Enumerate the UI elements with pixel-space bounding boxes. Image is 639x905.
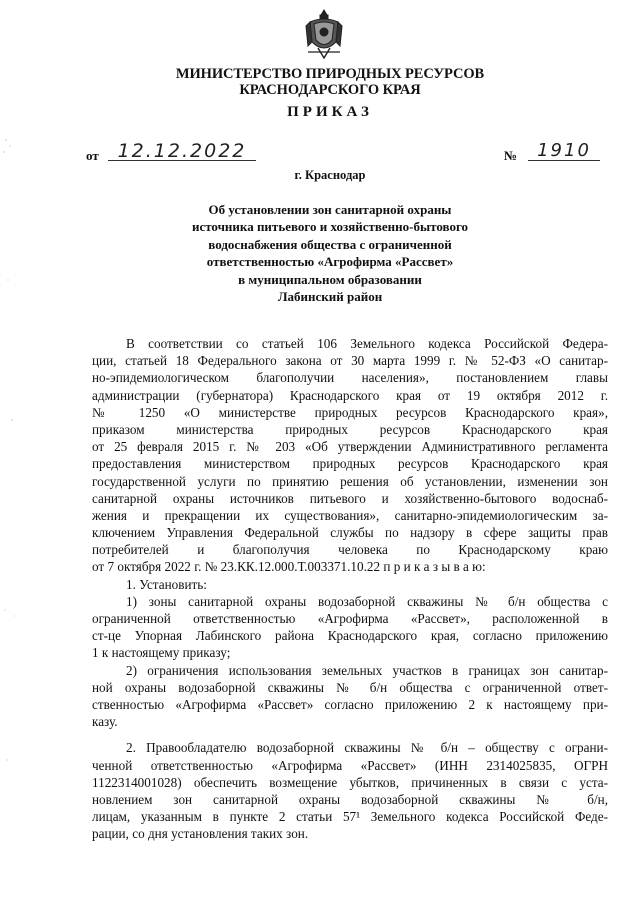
document-type-title: ПРИКАЗ xyxy=(287,104,373,120)
body-line: потребителей и благополучия человека по Краснодарскому краю xyxy=(92,542,608,558)
body-line: 1) зоны санитарной охраны водозаборной скважины № б/н общества с xyxy=(126,593,608,609)
ministry-name-line-1: МИНИСТЕРСТВО ПРИРОДНЫХ РЕСУРСОВ xyxy=(175,66,485,82)
subject-line: Об установлении зон санитарной охраны xyxy=(208,202,452,217)
subject-line: источника питьевого и хозяйственно-бытового xyxy=(191,219,469,235)
date-prefix: от xyxy=(86,148,99,163)
body-line: 2) ограничения использования земельных участков в границах зон санитар- xyxy=(126,662,608,678)
body-line: ственностью «Агрофирма «Рассвет» согласно приложению 2 к настоящему при- xyxy=(92,696,608,712)
paragraph-gap xyxy=(92,730,608,739)
body-line: ограниченной ответственностью «Агрофирма «Рассвет», расположенной в xyxy=(92,611,608,626)
body-line: 2. Правообладателю водозаборной скважины № б/н – обществу с ограни- xyxy=(126,740,608,756)
coat-of-arms-icon xyxy=(304,8,344,60)
handwritten-date: 12.12.2022 xyxy=(108,140,256,161)
subject-line: в муниципальном образовании xyxy=(238,271,422,287)
body-line: жения и прекращении их существования», санитарно-эпидемиологическим за- xyxy=(92,507,608,523)
body-line: ст-це Упорная Лабинского района Краснодарского края, согласно приложению xyxy=(92,628,608,644)
body-line: казу. xyxy=(92,714,118,730)
body-line: 1122314001028) обеспечить возмещение убытков, причиненных в связи с уста- xyxy=(92,774,608,790)
body-line: ченной ответственностью «Агрофирма «Рассвет» (ИНН 2314025835, ОГРН xyxy=(92,757,608,773)
order-subject xyxy=(120,201,540,305)
body-line: ключением Управления Федеральной службы по надзору в сфере защиты прав xyxy=(92,525,608,541)
city-name: г. Краснодар xyxy=(294,168,366,182)
body-line: новлением зон санитарной охраны водозаборной скважины № б/н, xyxy=(92,791,608,807)
number-prefix: № xyxy=(504,148,518,163)
subject-line: Лабинский район xyxy=(277,289,383,305)
body-line: 1 к настоящему приказу; xyxy=(92,645,231,661)
body-line: № 1250 «О министерстве природных ресурсов Краснодарского края», xyxy=(92,404,608,420)
body-line: В соответствии со статьей 106 Земельного кодекса Российской Федера- xyxy=(126,336,608,351)
body-line: 1. Установить: xyxy=(126,576,207,592)
order-body-text xyxy=(92,335,608,842)
body-line: но-эпидемиологическом благополучии населения», постановлением главы xyxy=(92,370,608,386)
body-line: ции, статьей 18 Федерального закона от 30 марта 1999 г. № 52-ФЗ «О санитар- xyxy=(92,353,608,369)
body-line: государственной услуги по принятию решения об установлении, изменении зон xyxy=(92,473,608,489)
date-number-row xyxy=(86,140,606,168)
ministry-name-line-2: КРАСНОДАРСКОГО КРАЯ xyxy=(239,82,421,98)
subject-line: водоснабжения общества с ограниченной xyxy=(208,236,452,252)
body-line: санитарной охраны источников питьевого и хозяйственно-бытового водоснаб- xyxy=(92,490,608,506)
handwritten-number: 1910 xyxy=(528,140,600,161)
scan-artifact-marks xyxy=(0,0,30,905)
body-line: от 7 октября 2022 г. № 23.КК.12.000.Т.003371.10.22 п р и к а з ы в а ю: xyxy=(92,559,486,575)
body-line: от 25 февраля 2015 г. № 203 «Об утверждении Административного регламента xyxy=(92,439,608,455)
body-line: лицам, указанным в пункте 2 статьи 57¹ Земельного кодекса Российской Феде- xyxy=(92,809,608,825)
body-line: рации, со дня установления таких зон. xyxy=(92,826,309,842)
subject-line: ответственностью «Агрофирма «Рассвет» xyxy=(206,254,454,270)
body-line: ной охраны водозаборной скважины № б/н общества с ограниченной ответ- xyxy=(92,679,608,695)
body-line: приказом министерства природных ресурсов Краснодарского края xyxy=(92,421,608,437)
body-line: администрации (губернатора) Краснодарского края от 19 октября 2012 г. xyxy=(92,387,608,403)
body-line: предоставления министерством природных ресурсов Краснодарского края xyxy=(92,456,608,472)
